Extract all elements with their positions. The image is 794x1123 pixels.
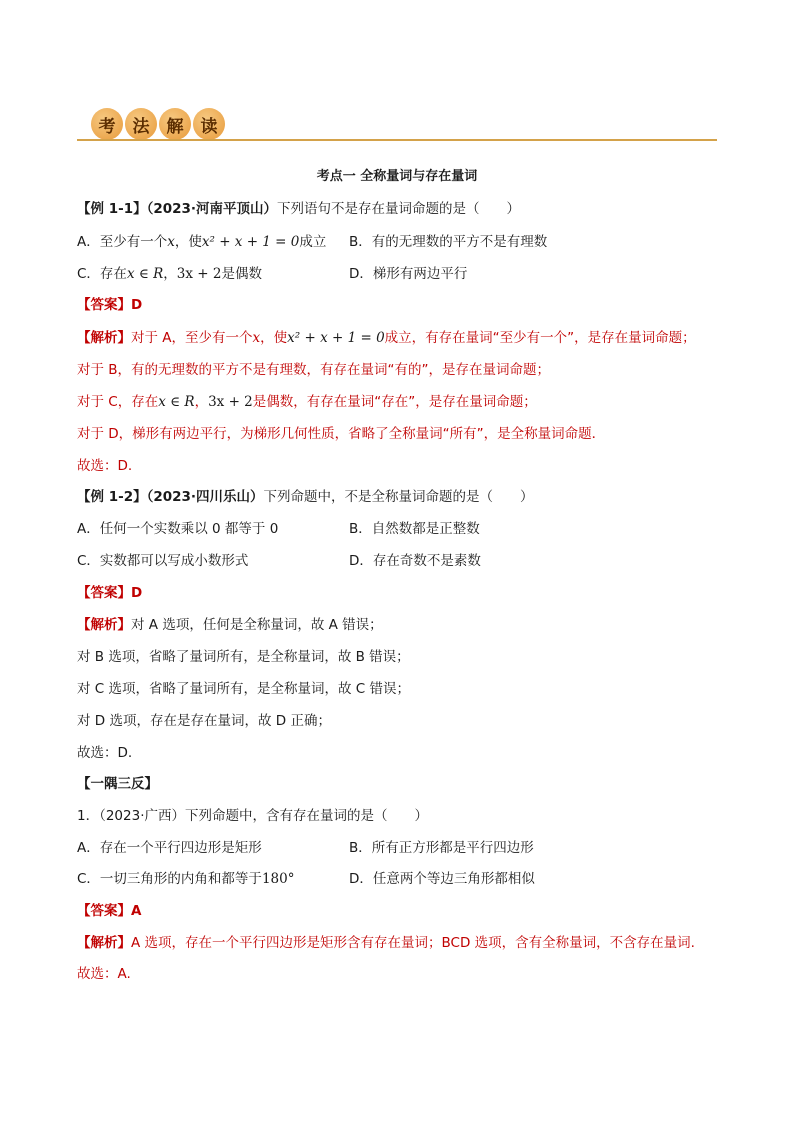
math-expression: 180° (261, 871, 295, 887)
math-var: x (252, 330, 261, 346)
ex1-analysis-4: 对于 D，梯形有两边平行，为梯形几何性质，省略了全称量词“所有”，是全称量词命题． (77, 426, 606, 442)
banner-char: 读 (193, 108, 225, 140)
math-expression: 3x + 2 (176, 266, 222, 282)
ex1-answer (77, 293, 142, 313)
answer-tag: 【答案】 (77, 585, 131, 601)
ex2-option-c: C．实数都可以写成小数形式 (77, 553, 249, 569)
practice-answer (77, 899, 141, 919)
ex1-option-d: D．梯形有两边平行 (349, 266, 468, 282)
practice-q1: 1．（2023·广西）下列命题中，含有存在量词的是（ ） (77, 808, 428, 824)
ex2-question-text: 下列命题中，不是全称量词命题的是（ ） (263, 489, 534, 505)
analysis-text: ，使 (260, 330, 288, 346)
banner-char: 解 (159, 108, 191, 140)
ex2-source: （2023·四川乐山） (146, 489, 264, 505)
practice-option-b: B．所有正方形都是平行四边形 (349, 840, 534, 856)
banner-divider (77, 139, 717, 141)
ex2-option-d: D．存在奇数不是素数 (349, 553, 481, 569)
ex1-option-c (77, 262, 262, 282)
ex1-analysis-2: 对于 B，有的无理数的平方不是有理数，有存在量词“有的”，是存在量词命题； (77, 362, 551, 378)
option-text: ，使 (174, 234, 202, 250)
option-text: 成立 (299, 234, 327, 250)
ex1-question-text: 下列语句不是存在量词命题的是（ ） (277, 201, 521, 217)
practice-option-a: A．存在一个平行四边形是矩形 (77, 840, 262, 856)
analysis-tag: 【解析】 (77, 935, 131, 951)
ex2-analysis-1 (77, 613, 383, 633)
banner-char: 考 (91, 108, 123, 140)
math-var: x (167, 234, 175, 250)
analysis-text: ， (194, 394, 209, 410)
ex1-option-b: B．有的无理数的平方不是有理数 (349, 234, 548, 250)
banner-title (91, 108, 225, 140)
ex1-tag: 【例 1-1】 (77, 201, 147, 217)
practice-analysis-1 (77, 931, 695, 951)
analysis-text: 是偶数，有存在量词“存在”，是存在量词命题； (252, 394, 537, 410)
analysis-tag: 【解析】 (77, 617, 131, 633)
practice-heading: 【一隅三反】 (77, 776, 158, 792)
ex2-analysis-4: 对 D 选项，存在是存在量词，故 D 正确； (77, 713, 331, 729)
banner-char: 法 (125, 108, 157, 140)
math-expression: x² + x + 1 = 0 (201, 234, 300, 250)
section-title: 考点一 全称量词与存在量词 (316, 169, 478, 184)
practice-option-d: D．任意两个等边三角形都相似 (349, 871, 535, 887)
ex1-analysis-1 (77, 326, 696, 346)
ex2-option-a: A．任何一个实数乘以 0 都等于 0 (77, 521, 279, 537)
option-text: 是偶数 (221, 266, 262, 282)
practice-choose: 故选：A. (77, 966, 131, 982)
math-expression: 3x + 2 (208, 394, 253, 410)
answer-value: D (131, 297, 143, 313)
analysis-text: 对于 C，存在 (77, 394, 159, 410)
ex1-option-a (77, 230, 326, 250)
answer-value: D (131, 585, 143, 601)
analysis-text: 对于 A，至少有一个 (131, 330, 253, 346)
answer-value: A (131, 903, 142, 919)
option-text: C．一切三角形的内角和都等于 (77, 871, 262, 887)
analysis-text: 成立，有存在量词“至少有一个”，是存在量词命题； (384, 330, 696, 346)
ex2-analysis-3: 对 C 选项，省略了量词所有，是全称量词，故 C 错误； (77, 681, 411, 697)
math-expression: x ∈ R (158, 394, 195, 410)
ex2-choose: 故选：D. (77, 745, 133, 761)
practice-option-c (77, 867, 294, 887)
answer-tag: 【答案】 (77, 297, 131, 313)
analysis-text: A 选项，存在一个平行四边形是矩形含有存在量词；BCD 选项，含有全称量词，不含存在量词. (131, 935, 695, 951)
ex1-source: （2023·河南平顶山） (146, 201, 278, 217)
answer-tag: 【答案】 (77, 903, 131, 919)
math-expression: x² + x + 1 = 0 (287, 330, 385, 346)
section-banner (77, 106, 717, 146)
ex1-choose: 故选：D. (77, 458, 133, 474)
option-text: A．至少有一个 (77, 234, 168, 250)
ex1-question (77, 197, 520, 217)
option-text: ， (163, 266, 177, 282)
ex2-option-b: B．自然数都是正整数 (349, 521, 480, 537)
math-expression: x ∈ R (126, 266, 164, 282)
ex2-tag: 【例 1-2】 (77, 489, 147, 505)
ex2-analysis-2: 对 B 选项，省略了量词所有，是全称量词，故 B 错误； (77, 649, 410, 665)
analysis-tag: 【解析】 (77, 330, 131, 346)
ex2-question (77, 485, 534, 505)
ex1-analysis-3 (77, 390, 537, 410)
ex2-answer (77, 581, 142, 601)
option-text: C．存在 (77, 266, 127, 282)
analysis-text: 对 A 选项，任何是全称量词，故 A 错误； (131, 617, 383, 633)
